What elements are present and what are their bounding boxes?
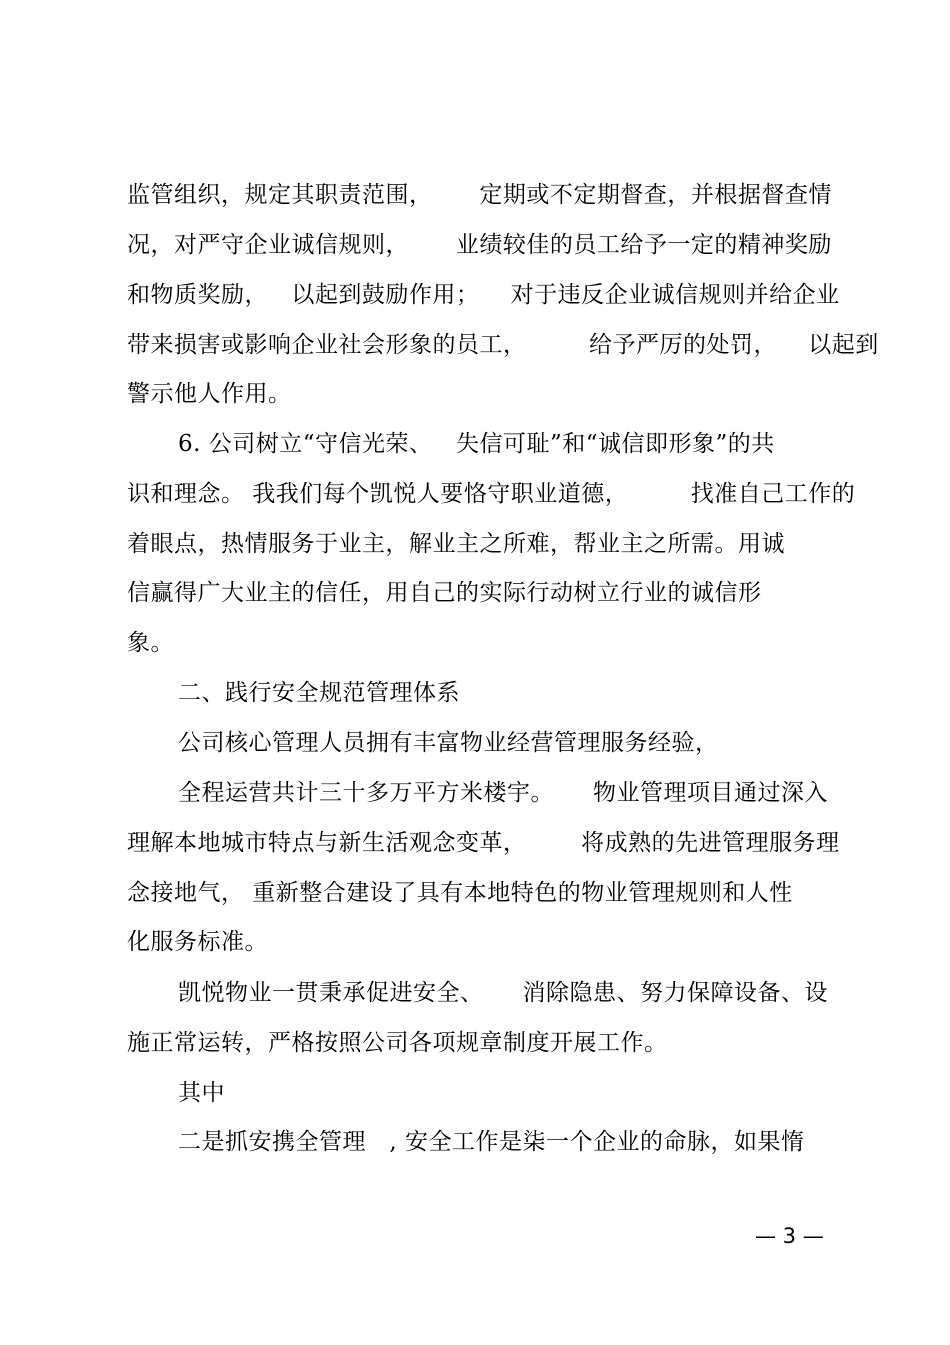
body-text-line: 念接地气， 重新整合建设了具有本地特色的物业管理规则和人性 [127,880,793,906]
body-text-line: 化服务标准。 [127,929,268,955]
body-text-line: 识和理念。 我我们每个凯悦人要恪守职业道德， 找准自己工作的 [127,481,856,507]
body-text-line: 理解本地城市特点与新生活观念变革， 将成熟的先进管理服务理 [127,830,840,856]
page-number: — 3 — [755,1224,824,1248]
body-text-line: 和物质奖励， 以起到鼓励作用； 对于违反企业诚信规则并给企业 [127,282,840,308]
paragraph-start-line: 凯悦物业一贯秉承促进安全、 消除隐患、努力保障设备、设 [178,980,829,1006]
body-text-line: 带来损害或影响企业社会形象的员工， 给予严厉的处罚， 以起到 [127,332,879,358]
body-text-line: 监管组织，规定其职责范围， 定期或不定期督查，并根据督查情 [127,182,832,208]
body-text-line: 施正常运转，严格按照公司各项规章制度开展工作。 [127,1030,668,1056]
body-text-line: 象。 [127,630,174,656]
body-text-line: 信赢得广大业主的信任，用自己的实际行动树立行业的诚信形 [127,580,762,606]
paragraph-start-line: 二是抓安携全管理 , 安全工作是柒一个企业的命脉，如果惰 [178,1129,805,1155]
paragraph-start-line: 6. 公司树立“守信光荣、 失信可耻”和“诚信即形象”的共 [178,431,775,457]
section-heading: 二、践行安全规范管理体系 [178,680,460,706]
paragraph-start-line: 其中 [178,1080,225,1106]
paragraph-start-line: 公司核心管理人员拥有丰富物业经营管理服务经验， [178,730,719,756]
body-text-line: 警示他人作用。 [127,381,292,407]
body-text-line: 着眼点，热情服务于业主，解业主之所难，帮业主之所需。用诚 [127,531,785,557]
body-text-line: 况，对严守企业诚信规则， 业绩较佳的员工给予一定的精神奖励 [127,232,832,258]
paragraph-start-line: 全程运营共计三十多万平方米楼宇。 物业管理项目通过深入 [178,780,829,806]
